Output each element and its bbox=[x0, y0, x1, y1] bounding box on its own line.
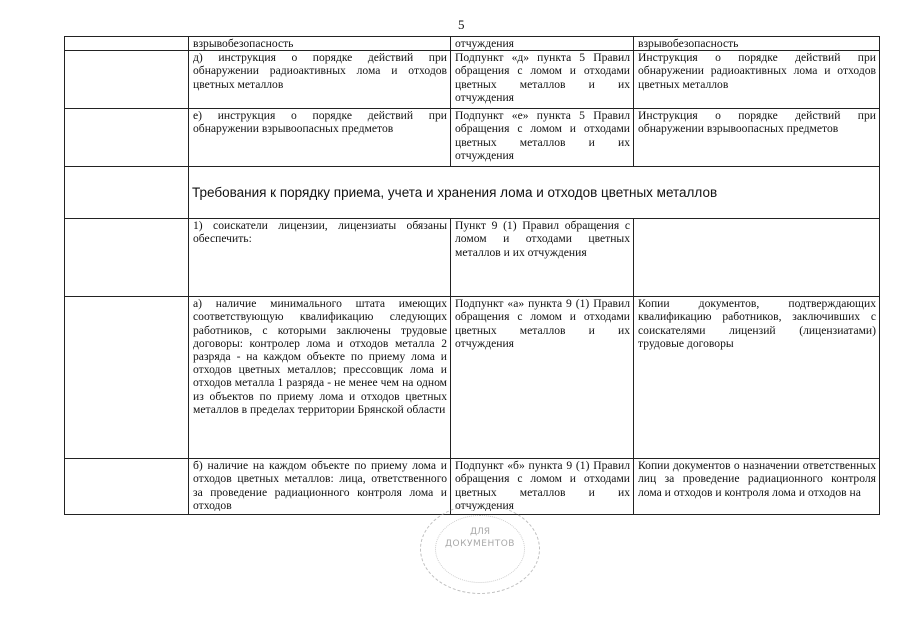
table-cell-document: Инструкция о порядке действий при обнаружении радиоактивных лома и отходов цветных металлов bbox=[634, 51, 880, 109]
table-cell-requirement: взрывобезопасность bbox=[189, 37, 451, 51]
table-cell-reference: отчуждения bbox=[451, 37, 634, 51]
table-cell-reference: Подпункт «е» пункта 5 Правил обращения с ломом и отходами цветных металлов и их отчуждения bbox=[451, 109, 634, 167]
table-cell-reference: Пункт 9 (1) Правил обращения с ломом и отходами цветных металлов и их отчуждения bbox=[451, 219, 634, 297]
table-cell-requirement bbox=[189, 459, 451, 515]
table-cell-document: Инструкция о порядке действий при обнаружении взрывоопасных предметов bbox=[634, 109, 880, 167]
table-cell-empty bbox=[65, 167, 189, 219]
requirements-table bbox=[64, 36, 880, 515]
table-cell-document: взрывобезопасность bbox=[634, 37, 880, 51]
page-number: 5 bbox=[458, 17, 465, 32]
table-cell-empty bbox=[65, 459, 189, 515]
document-stamp bbox=[420, 504, 540, 594]
stamp-text-line1: ДЛЯ bbox=[469, 527, 491, 537]
table-cell-document bbox=[634, 459, 880, 515]
section-title: Требования к порядку приема, учета и хранения лома и отходов цветных металлов bbox=[189, 167, 880, 219]
table-row bbox=[65, 167, 880, 219]
table-row bbox=[65, 297, 880, 459]
stamp-text-line2: ДОКУМЕНТОВ bbox=[445, 539, 515, 549]
table-cell-requirement: д) инструкция о порядке действий при обнаружении радиоактивных лома и отходов цветных металлов bbox=[189, 51, 451, 109]
table-cell-text: Копии документов о назначении ответственных лиц за проведение радиационного контроля лома и отходов и контроля лома и отходов на bbox=[638, 459, 876, 499]
table-cell-document bbox=[634, 219, 880, 297]
table-row bbox=[65, 109, 880, 167]
table-cell-requirement: 1) соискатели лицензии, лицензиаты обязаны обеспечить: bbox=[189, 219, 451, 297]
table-row bbox=[65, 37, 880, 51]
table-row bbox=[65, 219, 880, 297]
table-cell-reference: Подпункт «д» пункта 5 Правил обращения с ломом и отходами цветных металлов и их отчуждения bbox=[451, 51, 634, 109]
table-cell-document: Копии документов, подтверждающих квалификацию работников, заключивших с соискателями лицензий (лицензиатами) трудовые договоры bbox=[634, 297, 880, 459]
table-cell-reference: Подпункт «а» пункта 9 (1) Правил обращения с ломом и отходами цветных металлов и их отчуждения bbox=[451, 297, 634, 459]
stamp-ring bbox=[435, 515, 525, 583]
table-cell-empty bbox=[65, 37, 189, 51]
table-cell-text: б) наличие на каждом объекте по приему лома и отходов цветных металлов: лица, ответственного за проведение радиационного контроля лома и отходов bbox=[193, 459, 447, 512]
table-cell-text: Подпункт «б» пункта 9 (1) Правил обращения с ломом и отходами цветных металлов и их отчуждения bbox=[455, 459, 630, 512]
table-cell-empty bbox=[65, 297, 189, 459]
table-row bbox=[65, 51, 880, 109]
table-cell-empty bbox=[65, 51, 189, 109]
table-cell-requirement: а) наличие минимального штата имеющих соответствующую квалификацию следующих работников, с которыми заключены трудовые договоры: контролер лома и отходов металла 2 разряда - на каждом объекте по приему лома и отходов цветных металлов; прессовщик лома и отходов металла 1 разряда - не менее чем на одном из объектов по приему лома и отходов цветных металлов в пределах территории Брянской области bbox=[189, 297, 451, 459]
table-cell-empty bbox=[65, 219, 189, 297]
table-cell-requirement: е) инструкция о порядке действий при обнаружении взрывоопасных предметов bbox=[189, 109, 451, 167]
table-cell-empty bbox=[65, 109, 189, 167]
